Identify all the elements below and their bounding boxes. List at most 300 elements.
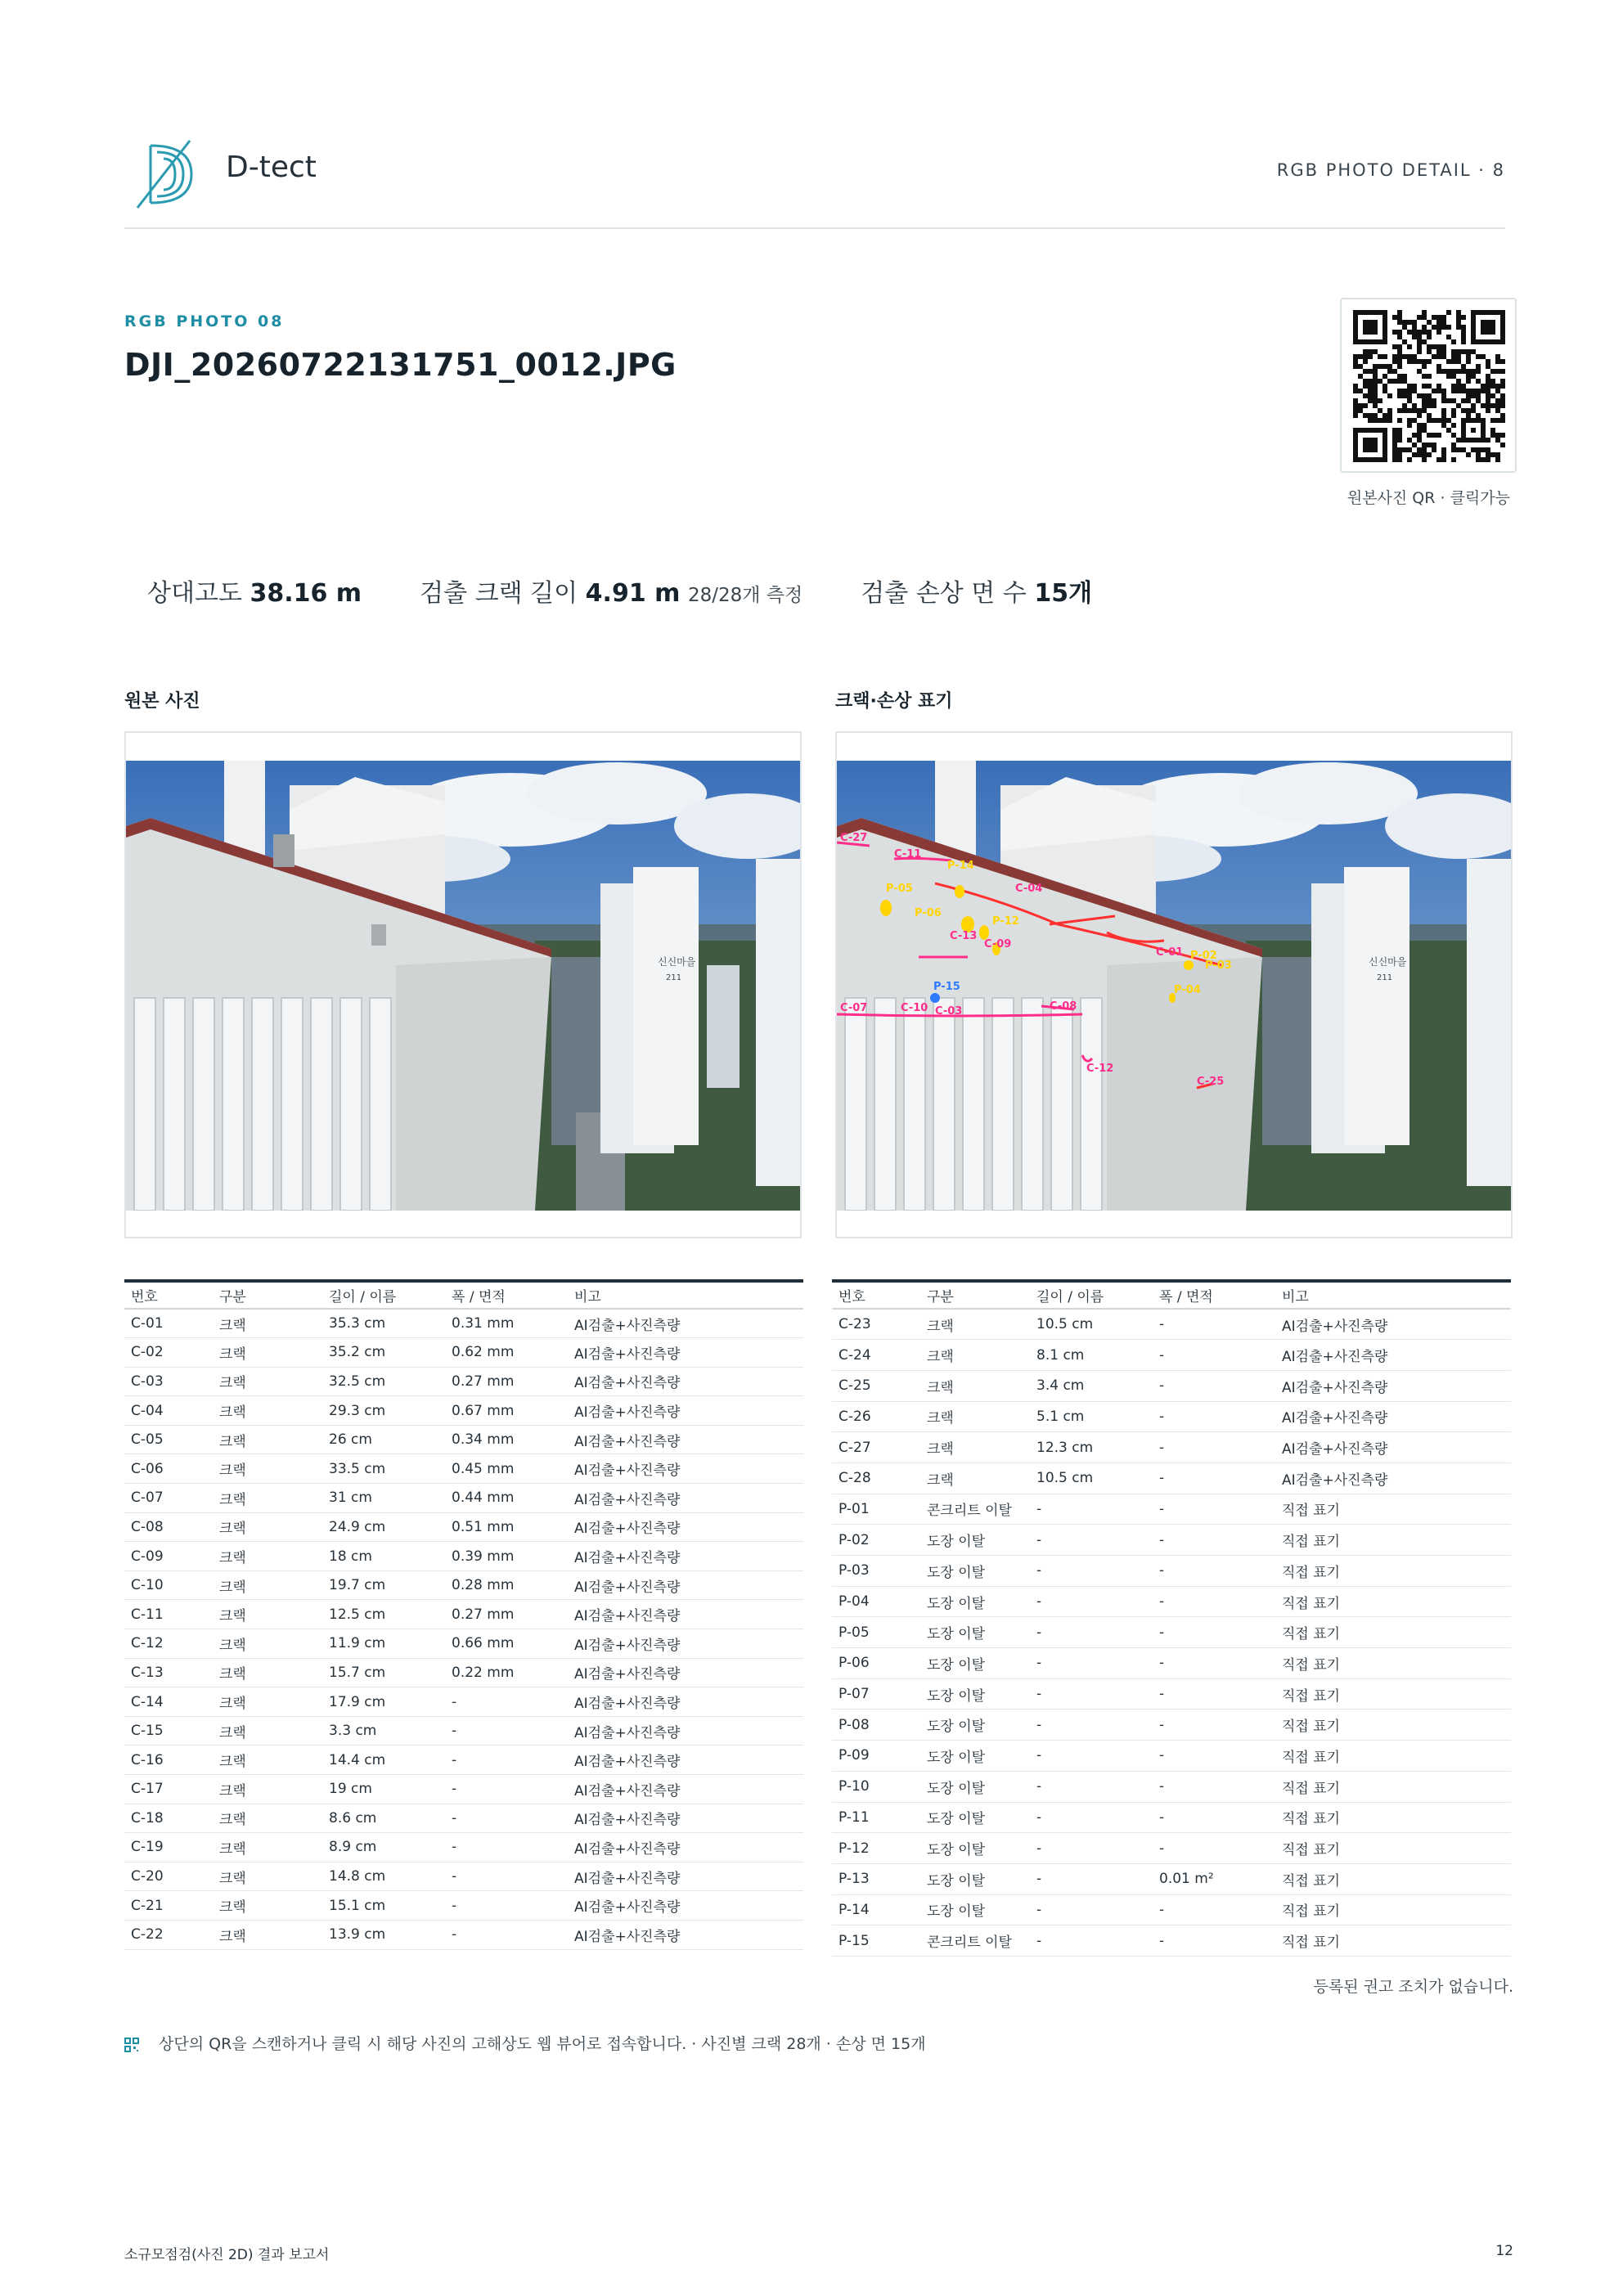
table-row: [124, 1367, 803, 1396]
table-cell: -: [1030, 1741, 1153, 1772]
table-cell: C-11: [124, 1600, 213, 1629]
table-cell: -: [1153, 1525, 1275, 1556]
table-cell: -: [1153, 1463, 1275, 1494]
table-cell: 0.27 mm: [445, 1600, 568, 1629]
table-row: [124, 1891, 803, 1921]
table-cell: -: [1030, 1617, 1153, 1648]
table-cell: 29.3 cm: [322, 1396, 445, 1426]
table-cell: 18 cm: [322, 1542, 445, 1571]
table-row: [124, 1512, 803, 1542]
crack-length-label: 검출 크랙 길이: [420, 579, 578, 608]
table-row: [832, 1525, 1511, 1556]
table-row: [124, 1833, 803, 1862]
table-row: [124, 1862, 803, 1891]
table-cell: C-24: [832, 1340, 920, 1371]
table-cell: AI검출+사진측량: [568, 1746, 803, 1775]
table-cell: 직접 표기: [1275, 1648, 1511, 1679]
table-cell: 33.5 cm: [322, 1454, 445, 1484]
table-cell: -: [1153, 1802, 1275, 1833]
table-cell: 14.4 cm: [322, 1746, 445, 1775]
table-row: [832, 1401, 1511, 1432]
table-cell: 직접 표기: [1275, 1556, 1511, 1587]
table-cell: C-10: [124, 1570, 213, 1600]
table-cell: 0.39 mm: [445, 1542, 568, 1571]
table-cell: AI검출+사진측량: [568, 1309, 803, 1338]
table-cell: -: [1030, 1678, 1153, 1710]
table-cell: -: [1030, 1925, 1153, 1957]
table-cell: 3.4 cm: [1030, 1370, 1153, 1401]
table-cell: 0.66 mm: [445, 1629, 568, 1659]
table-cell: 3.3 cm: [322, 1716, 445, 1746]
table-cell: C-01: [124, 1309, 213, 1338]
table-row: [832, 1309, 1511, 1340]
table-cell: AI검출+사진측량: [568, 1658, 803, 1687]
table-cell: 0.34 mm: [445, 1425, 568, 1454]
table-row: [124, 1687, 803, 1717]
table-cell: 도장 이탈: [920, 1833, 1030, 1864]
table-cell: 크랙: [920, 1340, 1030, 1371]
table-cell: C-04: [124, 1396, 213, 1426]
table-cell: C-05: [124, 1425, 213, 1454]
photo-eyebrow: RGB PHOTO 08: [124, 312, 285, 330]
table-cell: -: [1153, 1710, 1275, 1741]
table-cell: C-15: [124, 1716, 213, 1746]
table-cell: -: [1153, 1309, 1275, 1340]
qr-info-text: 상단의 QR을 스캔하거나 클릭 시 해당 사진의 고해상도 웹 뷰어로 접속합니다. · 사진별 크랙 28개 · 손상 면 15개: [159, 2035, 926, 2053]
table-cell: P-06: [832, 1648, 920, 1679]
table-cell: P-13: [832, 1863, 920, 1894]
table-row: [832, 1586, 1511, 1617]
table-cell: P-15: [832, 1925, 920, 1957]
table-cell: 19 cm: [322, 1775, 445, 1804]
table-cell: AI검출+사진측량: [1275, 1401, 1511, 1432]
table-cell: 크랙: [213, 1833, 322, 1862]
table-cell: 도장 이탈: [920, 1617, 1030, 1648]
table-cell: 직접 표기: [1275, 1525, 1511, 1556]
table-cell: C-08: [124, 1512, 213, 1542]
table-row: [832, 1340, 1511, 1371]
damage-count-label: 검출 손상 면 수: [861, 579, 1027, 608]
table-cell: C-03: [124, 1367, 213, 1396]
table-cell: 크랙: [213, 1542, 322, 1571]
table-cell: P-07: [832, 1678, 920, 1710]
table-cell: 직접 표기: [1275, 1802, 1511, 1833]
table-row: [124, 1658, 803, 1687]
table-header-row: [832, 1281, 1511, 1309]
table-cell: C-20: [124, 1862, 213, 1891]
table-cell: C-07: [124, 1484, 213, 1513]
table-cell: 도장 이탈: [920, 1586, 1030, 1617]
table-cell: 직접 표기: [1275, 1771, 1511, 1802]
table-row: [832, 1863, 1511, 1894]
table-cell: C-13: [124, 1658, 213, 1687]
table-cell: 0.28 mm: [445, 1570, 568, 1600]
table-row: [832, 1370, 1511, 1401]
table-cell: P-02: [832, 1525, 920, 1556]
annotation-label: P-06: [915, 907, 942, 919]
table-cell: 직접 표기: [1275, 1586, 1511, 1617]
table-cell: 0.62 mm: [445, 1338, 568, 1368]
table-cell: 15.1 cm: [322, 1891, 445, 1921]
table-cell: -: [445, 1687, 568, 1717]
table-cell: 크랙: [213, 1396, 322, 1426]
peel-mark: [955, 885, 964, 898]
table-cell: 크랙: [213, 1746, 322, 1775]
table-row: [832, 1648, 1511, 1679]
table-cell: 11.9 cm: [322, 1629, 445, 1659]
page-label: RGB PHOTO DETAIL · 8: [1276, 160, 1505, 180]
table-cell: AI검출+사진측량: [568, 1687, 803, 1717]
page-header: [124, 131, 1505, 229]
table-row: [124, 1484, 803, 1513]
spall-mark: [930, 993, 940, 1003]
table-cell: C-19: [124, 1833, 213, 1862]
table-row: [124, 1338, 803, 1368]
annotation-label: P-05: [886, 883, 913, 895]
table-cell: C-18: [124, 1804, 213, 1833]
table-cell: C-12: [124, 1629, 213, 1659]
table-row: [832, 1463, 1511, 1494]
table-cell: AI검출+사진측량: [568, 1716, 803, 1746]
table-row: [832, 1925, 1511, 1957]
column-header: 길이 / 이름: [1030, 1281, 1153, 1309]
table-cell: AI검출+사진측량: [568, 1775, 803, 1804]
column-header: 길이 / 이름: [322, 1281, 445, 1309]
original-photo-label: 원본 사진: [124, 691, 200, 712]
table-cell: AI검출+사진측량: [1275, 1340, 1511, 1371]
table-cell: AI검출+사진측량: [568, 1425, 803, 1454]
table-cell: C-16: [124, 1746, 213, 1775]
page-number: 12: [1495, 2243, 1513, 2259]
annotation-label: C-25: [1197, 1076, 1225, 1088]
table-cell: C-02: [124, 1338, 213, 1368]
table-cell: 크랙: [213, 1716, 322, 1746]
table-cell: -: [1153, 1678, 1275, 1710]
table-row: [124, 1454, 803, 1484]
logo-text: D-tect: [226, 151, 317, 184]
table-cell: P-03: [832, 1556, 920, 1587]
building-sign-annotated: 신신마을: [1369, 956, 1407, 968]
table-cell: 도장 이탈: [920, 1741, 1030, 1772]
building-number-original: 211: [666, 973, 682, 982]
table-cell: -: [1030, 1771, 1153, 1802]
annotated-photo-frame[interactable]: [835, 731, 1513, 1238]
table-cell: AI검출+사진측량: [568, 1570, 803, 1600]
table-cell: 0.01 m²: [1153, 1863, 1275, 1894]
table-cell: 직접 표기: [1275, 1894, 1511, 1925]
annotation-label: C-10: [901, 1002, 928, 1014]
table-cell: 크랙: [213, 1454, 322, 1484]
table-cell: P-11: [832, 1802, 920, 1833]
column-header: 비고: [568, 1281, 803, 1309]
table-cell: 0.67 mm: [445, 1396, 568, 1426]
table-cell: 도장 이탈: [920, 1802, 1030, 1833]
table-cell: 크랙: [213, 1367, 322, 1396]
table-cell: 0.44 mm: [445, 1484, 568, 1513]
table-cell: 크랙: [213, 1484, 322, 1513]
table-cell: 크랙: [213, 1891, 322, 1921]
table-cell: 직접 표기: [1275, 1833, 1511, 1864]
table-cell: 크랙: [213, 1629, 322, 1659]
table-cell: -: [1153, 1370, 1275, 1401]
table-cell: AI검출+사진측량: [568, 1367, 803, 1396]
table-cell: 15.7 cm: [322, 1658, 445, 1687]
table-cell: AI검출+사진측량: [568, 1512, 803, 1542]
table-row: [832, 1678, 1511, 1710]
table-cell: -: [1153, 1894, 1275, 1925]
table-cell: AI검출+사진측량: [568, 1833, 803, 1862]
table-row: [832, 1432, 1511, 1463]
altitude-value: 38.16 m: [250, 579, 362, 608]
table-row: [124, 1746, 803, 1775]
table-cell: 도장 이탈: [920, 1648, 1030, 1679]
table-row: [124, 1542, 803, 1571]
table-cell: -: [1030, 1863, 1153, 1894]
table-cell: AI검출+사진측량: [1275, 1309, 1511, 1340]
table-row: [124, 1629, 803, 1659]
altitude-label: 상대고도: [147, 579, 242, 608]
table-cell: 콘크리트 이탈: [920, 1494, 1030, 1525]
table-cell: 직접 표기: [1275, 1925, 1511, 1957]
table-cell: 도장 이탈: [920, 1894, 1030, 1925]
table-cell: AI검출+사진측량: [568, 1600, 803, 1629]
table-cell: -: [1153, 1401, 1275, 1432]
qr-caption: 원본사진 QR · 클릭가능: [1347, 489, 1510, 507]
qr-small-icon: [124, 2038, 139, 2052]
table-cell: -: [445, 1833, 568, 1862]
table-cell: 10.5 cm: [1030, 1463, 1153, 1494]
annotation-label: P-03: [1205, 959, 1232, 972]
no-recommendation-note: 등록된 권고 조치가 없습니다.: [1313, 1978, 1513, 1996]
table-cell: 도장 이탈: [920, 1863, 1030, 1894]
table-cell: 8.6 cm: [322, 1804, 445, 1833]
table-cell: -: [445, 1716, 568, 1746]
table-cell: C-06: [124, 1454, 213, 1484]
table-cell: 크랙: [213, 1687, 322, 1717]
table-row: [832, 1771, 1511, 1802]
table-cell: -: [1153, 1617, 1275, 1648]
table-cell: AI검출+사진측량: [1275, 1370, 1511, 1401]
original-photo-frame[interactable]: [124, 731, 802, 1238]
table-cell: 8.9 cm: [322, 1833, 445, 1862]
table-cell: AI검출+사진측량: [568, 1338, 803, 1368]
original-photo: [126, 761, 800, 1211]
table-cell: -: [1153, 1340, 1275, 1371]
table-row: [832, 1833, 1511, 1864]
table-cell: -: [1030, 1556, 1153, 1587]
table-cell: 크랙: [920, 1463, 1030, 1494]
table-cell: AI검출+사진측량: [568, 1804, 803, 1833]
table-cell: -: [1030, 1586, 1153, 1617]
table-cell: 24.9 cm: [322, 1512, 445, 1542]
table-cell: 32.5 cm: [322, 1367, 445, 1396]
table-cell: 도장 이탈: [920, 1525, 1030, 1556]
table-cell: P-05: [832, 1617, 920, 1648]
table-cell: AI검출+사진측량: [1275, 1463, 1511, 1494]
table-cell: -: [1153, 1925, 1275, 1957]
table-cell: -: [1153, 1741, 1275, 1772]
table-cell: 8.1 cm: [1030, 1340, 1153, 1371]
table-cell: -: [1153, 1494, 1275, 1525]
annotation-label: P-02: [1190, 950, 1217, 962]
table-row: [124, 1920, 803, 1949]
table-cell: 도장 이탈: [920, 1771, 1030, 1802]
column-header: 구분: [213, 1281, 322, 1309]
annotation-label: C-04: [1015, 883, 1043, 895]
table-cell: -: [1030, 1894, 1153, 1925]
annotation-label: C-03: [935, 1005, 963, 1018]
table-cell: AI검출+사진측량: [568, 1484, 803, 1513]
table-row: [124, 1309, 803, 1338]
original-photo-image: [126, 761, 800, 1211]
table-cell: 0.45 mm: [445, 1454, 568, 1484]
annotation-label: C-11: [894, 848, 922, 860]
column-header: 번호: [124, 1281, 213, 1309]
table-cell: -: [1030, 1525, 1153, 1556]
annotation-label: C-01: [1156, 946, 1184, 959]
table-cell: 크랙: [213, 1862, 322, 1891]
column-header: 비고: [1275, 1281, 1511, 1309]
crack-measure-note: 28/28개 측정: [687, 585, 803, 606]
table-cell: 19.7 cm: [322, 1570, 445, 1600]
table-row: [124, 1600, 803, 1629]
table-cell: 직접 표기: [1275, 1710, 1511, 1741]
crack-length-value: 4.91 m: [585, 579, 681, 608]
column-header: 폭 / 면적: [445, 1281, 568, 1309]
table-cell: C-28: [832, 1463, 920, 1494]
qr-code[interactable]: [1340, 298, 1517, 473]
table-cell: -: [1153, 1432, 1275, 1463]
defect-table-left: [124, 1279, 803, 1950]
annotation-label: C-12: [1086, 1063, 1114, 1075]
table-cell: AI검출+사진측량: [568, 1891, 803, 1921]
table-cell: -: [1153, 1556, 1275, 1587]
table-cell: -: [1153, 1771, 1275, 1802]
column-header: 번호: [832, 1281, 920, 1309]
table-row: [832, 1556, 1511, 1587]
table-cell: P-01: [832, 1494, 920, 1525]
table-cell: -: [1030, 1833, 1153, 1864]
table-cell: C-17: [124, 1775, 213, 1804]
table-cell: 크랙: [213, 1658, 322, 1687]
table-row: [832, 1494, 1511, 1525]
annotation-label: C-09: [984, 938, 1012, 950]
table-cell: 도장 이탈: [920, 1678, 1030, 1710]
column-header: 폭 / 면적: [1153, 1281, 1275, 1309]
table-cell: -: [445, 1920, 568, 1949]
annotated-photo-image: [837, 761, 1511, 1211]
table-row: [832, 1802, 1511, 1833]
table-cell: 도장 이탈: [920, 1556, 1030, 1587]
table-cell: -: [1153, 1586, 1275, 1617]
table-cell: -: [445, 1862, 568, 1891]
table-row: [124, 1716, 803, 1746]
table-cell: P-08: [832, 1710, 920, 1741]
table-cell: -: [1030, 1802, 1153, 1833]
table-cell: 직접 표기: [1275, 1741, 1511, 1772]
table-cell: 직접 표기: [1275, 1617, 1511, 1648]
table-cell: 0.51 mm: [445, 1512, 568, 1542]
table-cell: 크랙: [213, 1309, 322, 1338]
annotation-label: P-14: [947, 860, 974, 872]
table-cell: AI검출+사진측량: [568, 1920, 803, 1949]
table-cell: C-25: [832, 1370, 920, 1401]
table-cell: -: [445, 1891, 568, 1921]
annotated-photo: [837, 761, 1511, 1211]
qr-code-icon: [1353, 310, 1505, 462]
table-cell: 35.2 cm: [322, 1338, 445, 1368]
table-cell: 직접 표기: [1275, 1678, 1511, 1710]
table-cell: -: [445, 1775, 568, 1804]
table-cell: 0.22 mm: [445, 1658, 568, 1687]
table-cell: AI검출+사진측량: [1275, 1432, 1511, 1463]
table-cell: 직접 표기: [1275, 1863, 1511, 1894]
table-cell: 12.5 cm: [322, 1600, 445, 1629]
peel-mark: [880, 900, 892, 916]
table-cell: C-21: [124, 1891, 213, 1921]
table-cell: -: [1153, 1648, 1275, 1679]
annotated-photo-label: 크랙·손상 표기: [835, 691, 953, 712]
table-row: [124, 1775, 803, 1804]
table-cell: 크랙: [920, 1401, 1030, 1432]
defect-table-right: [832, 1279, 1511, 1957]
annotation-label: C-13: [950, 930, 978, 942]
table-cell: 크랙: [213, 1570, 322, 1600]
table-cell: 크랙: [920, 1432, 1030, 1463]
column-header: 구분: [920, 1281, 1030, 1309]
table-cell: C-26: [832, 1401, 920, 1432]
table-cell: C-14: [124, 1687, 213, 1717]
table-cell: 0.27 mm: [445, 1367, 568, 1396]
table-cell: 콘크리트 이탈: [920, 1925, 1030, 1957]
table-row: [124, 1425, 803, 1454]
table-cell: 크랙: [213, 1920, 322, 1949]
d-tect-logo-icon: [133, 137, 206, 211]
table-row: [124, 1396, 803, 1426]
table-cell: 크랙: [213, 1512, 322, 1542]
table-cell: P-12: [832, 1833, 920, 1864]
annotation-label: P-04: [1174, 984, 1201, 996]
table-cell: 13.9 cm: [322, 1920, 445, 1949]
table-cell: 0.31 mm: [445, 1309, 568, 1338]
annotation-label: C-27: [840, 832, 868, 844]
table-row: [832, 1894, 1511, 1925]
table-cell: -: [1030, 1494, 1153, 1525]
table-cell: P-10: [832, 1771, 920, 1802]
table-row: [124, 1570, 803, 1600]
table-cell: 14.8 cm: [322, 1862, 445, 1891]
damage-count-value: 15개: [1034, 579, 1093, 608]
table-cell: AI검출+사진측량: [568, 1542, 803, 1571]
qr-info-note: [124, 2032, 926, 2054]
table-cell: 크랙: [213, 1804, 322, 1833]
table-cell: AI검출+사진측량: [568, 1862, 803, 1891]
annotation-label: P-15: [933, 981, 960, 993]
annotation-label: C-07: [840, 1002, 868, 1014]
table-cell: 35.3 cm: [322, 1309, 445, 1338]
table-cell: AI검출+사진측량: [568, 1454, 803, 1484]
table-cell: 크랙: [213, 1425, 322, 1454]
table-row: [832, 1741, 1511, 1772]
table-cell: -: [1030, 1648, 1153, 1679]
table-cell: 5.1 cm: [1030, 1401, 1153, 1432]
table-cell: P-14: [832, 1894, 920, 1925]
table-cell: 17.9 cm: [322, 1687, 445, 1717]
table-cell: C-27: [832, 1432, 920, 1463]
table-cell: -: [1030, 1710, 1153, 1741]
table-cell: AI검출+사진측량: [568, 1629, 803, 1659]
table-cell: 31 cm: [322, 1484, 445, 1513]
